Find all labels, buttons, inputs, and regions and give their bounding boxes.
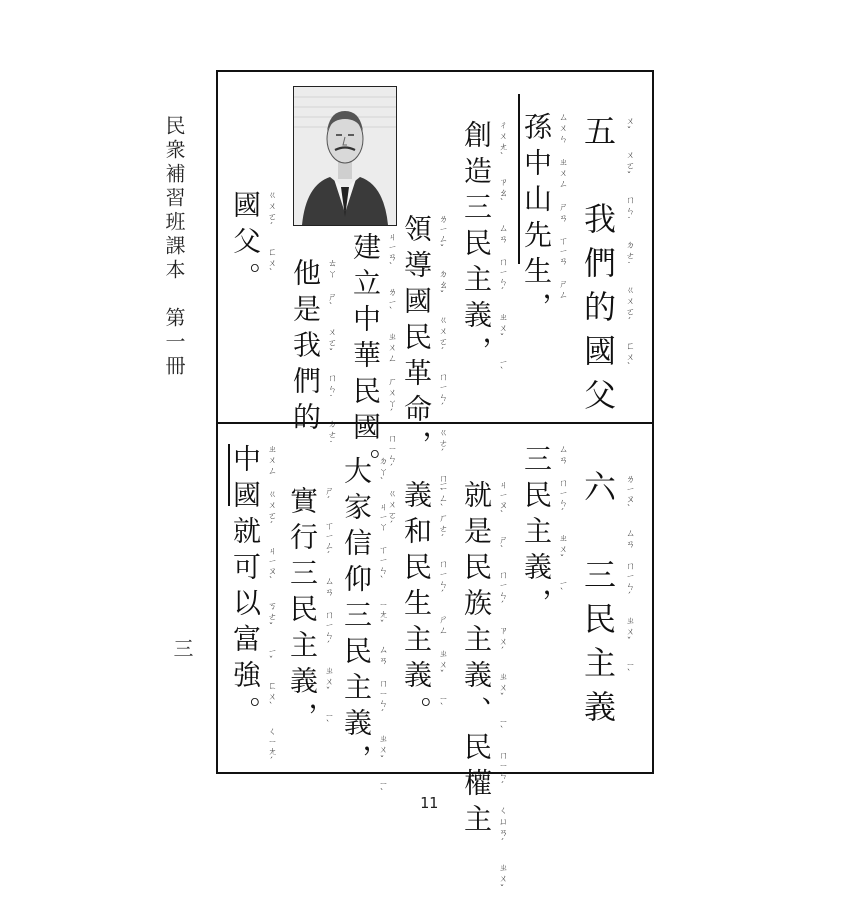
- lesson6-line-3: 義和民生主義。: [400, 480, 433, 732]
- lesson5-line-1-zhuyin: ㄙㄨㄣ ㄓㄨㄥ ㄕㄢ ㄒㄧㄢ ㄕㄥ: [557, 112, 567, 302]
- lesson6-heading-zhuyin: ㄌㄧㄡˋ ㄙㄢ ㄇㄧㄣˊ ㄓㄨˇ ㄧˋ: [624, 474, 634, 682]
- lesson6-line-3-zhuyin: ㄧˋ ㄏㄜˊ ㄇㄧㄣˊ ㄕㄥ ㄓㄨˇ ㄧˋ: [437, 480, 447, 716]
- proper-name-line: [518, 94, 520, 264]
- lesson6-line-5: 實行三民主義，: [286, 486, 319, 738]
- lesson5-line-3-zhuyin: ㄌㄧㄥˇ ㄉㄠˇ ㄍㄨㄛˊ ㄇㄧㄣˊ ㄍㄜˊ ㄇㄧㄥˋ: [437, 214, 447, 517]
- proper-name-line: [228, 444, 230, 506]
- portrait-illustration: [294, 87, 396, 225]
- lesson5-line-2: 創造三民主義，: [460, 120, 493, 372]
- lesson5-line-6-zhuyin: ㄍㄨㄛˊ ㄈㄨˋ: [266, 190, 276, 281]
- lesson6-line-2: 就是民族主義、民權主: [460, 480, 493, 840]
- lesson6-line-6-zhuyin: ㄓㄨㄥ ㄍㄨㄛˊ ㄐㄧㄡˋ ㄎㄜˇ ㄧˇ ㄈㄨˋ ㄑㄧㄤˊ: [266, 444, 276, 770]
- lesson5-line-6: 國父。: [229, 190, 262, 298]
- lesson5-line-4: 建立中華民國。: [349, 232, 382, 484]
- portrait-image: [293, 86, 397, 226]
- lesson6-line-4: 大家信仰三民主義，: [340, 456, 373, 780]
- lesson5-line-2-zhuyin: ㄔㄨㄤˋ ㄗㄠˋ ㄙㄢ ㄇㄧㄣˊ ㄓㄨˇ ㄧˋ: [497, 120, 507, 380]
- lesson6-heading: 六 三民主義: [579, 470, 617, 734]
- side-margin-page-mark: 三: [170, 638, 194, 658]
- lesson5-line-5-zhuyin: ㄊㄚ ㄕˋ ㄨㄛˇ ㄇㄣ˙ ㄉㄜ˙: [326, 258, 336, 453]
- lesson6-line-2-zhuyin: ㄐㄧㄡˋ ㄕˋ ㄇㄧㄣˊ ㄗㄨˊ ㄓㄨˇ ㄧˋ ㄇㄧㄣˊ ㄑㄩㄢˊ ㄓㄨˇ: [497, 480, 507, 897]
- side-margin-title: 民衆補習班課本 第一冊: [162, 115, 186, 379]
- lesson5-line-3: 領導國民革命，: [400, 214, 433, 466]
- lesson5-heading: 五 我們的國父: [579, 114, 617, 422]
- lesson5-line-1: 孫中山先生，: [520, 112, 553, 328]
- lesson6-line-1-zhuyin: ㄙㄢ ㄇㄧㄣˊ ㄓㄨˇ ㄧˋ: [557, 444, 567, 601]
- lesson5-line-5: 他是我們的: [289, 258, 322, 438]
- lesson6-line-4-zhuyin: ㄉㄚˋ ㄐㄧㄚ ㄒㄧㄣˋ ㄧㄤˇ ㄙㄢ ㄇㄧㄣˊ ㄓㄨˇ ㄧˋ: [377, 456, 387, 801]
- lesson6-line-6: 中國就可以富強。: [229, 444, 262, 732]
- section-divider: [218, 422, 652, 424]
- lesson5-line-4-zhuyin: ㄐㄧㄢˋ ㄌㄧˋ ㄓㄨㄥ ㄏㄨㄚˊ ㄇㄧㄣˊ ㄍㄨㄛˊ: [386, 232, 396, 534]
- lesson6-line-5-zhuyin: ㄕˊ ㄒㄧㄥˊ ㄙㄢ ㄇㄧㄣˊ ㄓㄨˇ ㄧˋ: [323, 486, 333, 733]
- lesson5-heading-zhuyin: ㄨˇ ㄨㄛˇ ㄇㄣ˙ ㄉㄜ˙ ㄍㄨㄛˊ ㄈㄨˋ: [624, 116, 634, 375]
- lesson6-line-1: 三民主義，: [520, 444, 553, 624]
- page-number: 11: [419, 794, 439, 812]
